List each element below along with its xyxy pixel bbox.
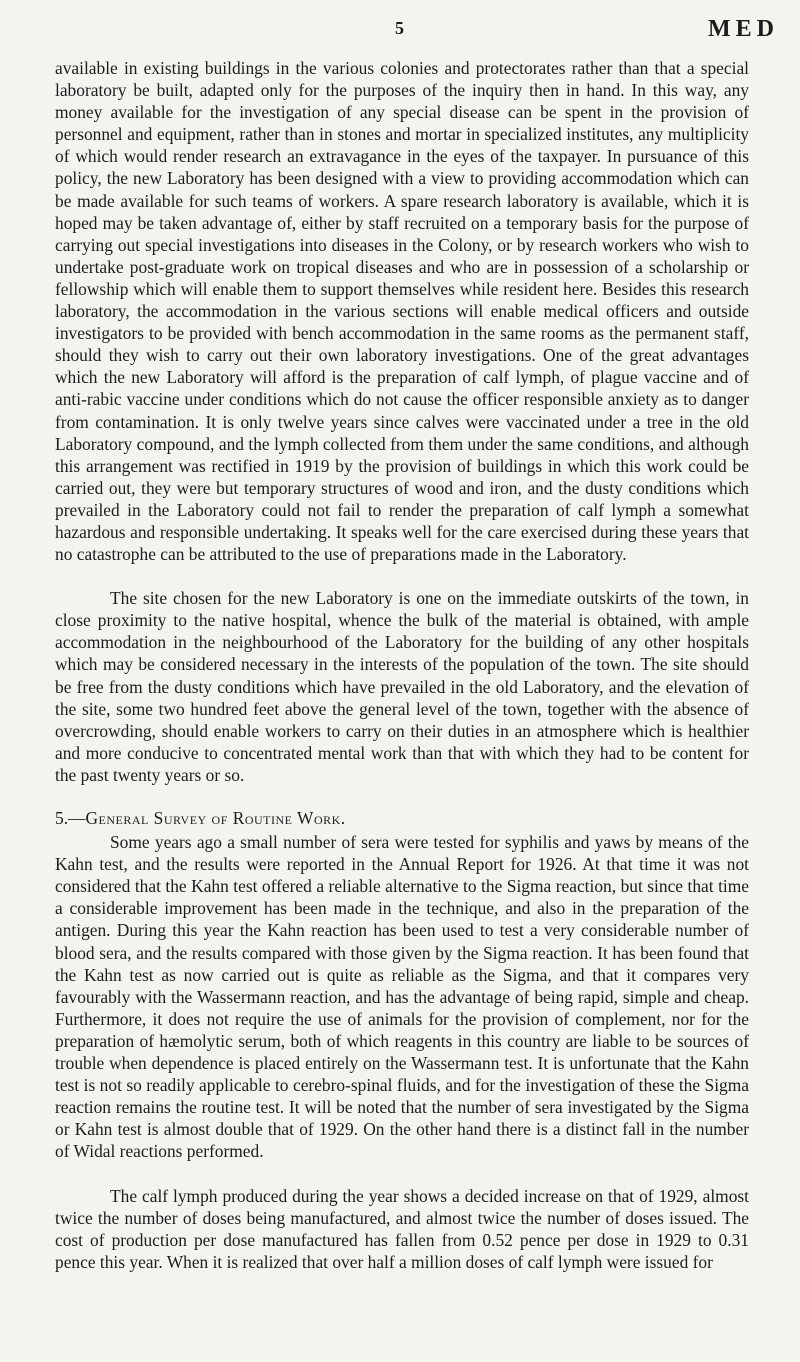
paragraph-laboratory-policy: available in existing buildings in the various colonies and protectorates rather than that a special laboratory be built, adapted only for the purposes of the inquiry then in hand. In this way, any money available for the investigation of any special disease can be spent in the provision of personnel and equipment, rather than in stones and mortar in specialized institutes, any multiplicity of which would render research an extravagance in the eyes of the taxpayer. In pursuance of this policy, the new Laboratory has been designed with a view to providing accommodation which can be made available for such teams of workers. A spare research laboratory is available, which it is hoped may be taken advantage of, either by staff recruited on a temporary basis for the purpose of carrying out special investigations into diseases in the Colony, or by research workers who wish to undertake post-graduate work on tropical diseases and who are in possession of a scholarship or fellowship which will enable them to support themselves while resident here. Besides this research laboratory, the accommodation in the various sections will enable medical officers and outside investigators to be provided with bench accommodation in the same rooms as the permanent staff, should they wish to carry out their own laboratory investigations. One of the great advantages which the new Laboratory will afford is the preparation of calf lymph, of plague vaccine and of anti-rabic vaccine under conditions which do not cause the officer responsible anxiety as to danger from contamination. It is only twelve years since calves were vaccinated under a tree in the old Laboratory compound, and the lymph collected from them under the same conditions, and although this arrangement was rectified in 1919 by the provision of buildings in which this work could be carried out, they were but temporary structures of wood and iron, and the dusty conditions which prevailed in the Laboratory could not fail to render the preparation of calf lymph a somewhat hazardous and responsible undertaking. It speaks well for the care exercised during these years that no catastrophe can be attributed to the use of preparations made in the Laboratory. — [55, 58, 749, 565]
body-text — [55, 57, 749, 1273]
page-header — [0, 10, 800, 44]
paragraph-kahn-test: Some years ago a small number of sera were tested for syphilis and yaws by means of the Kahn test, and the results were reported in the Annual Report for 1926. At that time it was not considered that the Kahn test offered a reliable alternative to the Sigma reaction, but since that time a considerable improvement has been made in the technique, and also in the preparation of the antigen. During this year the Kahn reaction has been used to test a very considerable number of blood sera, and the results compared with those given by the Sigma reaction. It has been found that the Kahn test as now carried out is quite as reliable as the Sigma, and that it compares very favourably with the Wassermann reaction, and has the advantage of being rapid, simple and cheap. Furthermore, it does not require the use of animals for the provision of complement, nor for the preparation of hæmolytic serum, both of which reagents in this country are liable to be sources of trouble when dependence is placed entirely on the Wassermann test. It is unfortunate that the Kahn test is not so readily applicable to cerebro-spinal fluids, and for the investigation of these the Sigma reaction remains the routine test. It will be noted that the number of sera investigated by the Sigma or Kahn test is almost double that of 1929. On the other hand there is a distinct fall in the number of Widal reactions performed. — [55, 832, 749, 1162]
page-number: 5 — [395, 18, 404, 38]
paragraph-calf-lymph: The calf lymph produced during the year shows a decided increase on that of 1929, almost twice the number of doses being manufactured, and almost twice the number of doses issued. The cost of production per dose manufactured has fallen from 0.52 pence per dose in 1929 to 0.31 pence this year. When it is realized that over half a million doses of calf lymph were issued for — [55, 1185, 749, 1272]
section-code: MED — [708, 16, 779, 42]
paragraph-laboratory-site: The site chosen for the new Laboratory is one on the immediate outskirts of the town, in close proximity to the native hospital, whence the bulk of the material is obtained, with ample accommodation in the neighbourhood of the Laboratory for the building of any other hospitals which may be considered necessary in the interests of the population of the town. The site should be free from the dusty conditions which have prevailed in the old Laboratory, and the elevation of the site, some two hundred feet above the general level of the town, together with the absence of overcrowding, should enable workers to carry on their duties in an atmosphere which is healthier and more conducive to concentrated mental work than that with which they had to be content for the past twenty years or so. — [55, 588, 749, 785]
section-heading-number: 5.— — [55, 808, 86, 828]
section-heading — [55, 807, 749, 829]
section-heading-title: General Survey of Routine Work. — [85, 808, 346, 828]
